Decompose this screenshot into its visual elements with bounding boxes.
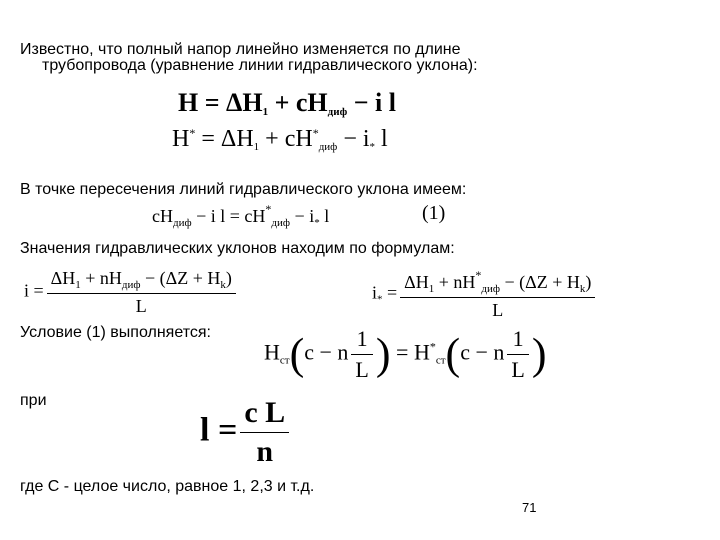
equation-intersection: $cH_{диф} - i$ $l = cH^*_{диф} - i_*$ l [152,202,330,229]
footnote-text: где С - целое число, равное 1, 2,3 и т.д. [20,478,315,495]
equation-head-line-star: $H^* = \Delta H_1 + cH^*_{диф} - i_*$ l [172,126,388,153]
condition-formula: $H_{ст}(c - n$ $\frac{1}{L}$ ) = $H^*_{ст}(c - n$ $\frac{1}{L}$ ) [264,326,547,382]
slope-formula-i-star: $i_*$ = $\frac{\Delta H_1 + nH^*_{диф} - (\Delta Z + H_k)}{L}$ [372,268,598,321]
equation-head-line: $H = \Delta H_1 + cH_{диф} - i$ l [178,88,396,118]
page-number: 71 [522,500,537,515]
pri-text: при [20,392,47,409]
condition-text: Условие (1) выполняется: [20,324,211,341]
slopes-text: Значения гидравлических уклонов находим по формулам: [20,240,455,257]
intro-line-1: Известно, что полный напор линейно изменяется по длине [20,41,461,58]
equation-number: (1) [422,202,446,224]
intersection-text: В точке пересечения линий гидравлического уклона имеем: [20,181,467,198]
intro-line-2: трубопровода (уравнение линии гидравлического уклона): [42,57,478,74]
length-formula: l = $\frac{\text{c L}}{n}$ [200,396,292,469]
slope-formula-i: i = $\frac{\Delta H_1 + nH_{диф} - (\Delta Z + H_k)}{L}$ [24,268,239,317]
